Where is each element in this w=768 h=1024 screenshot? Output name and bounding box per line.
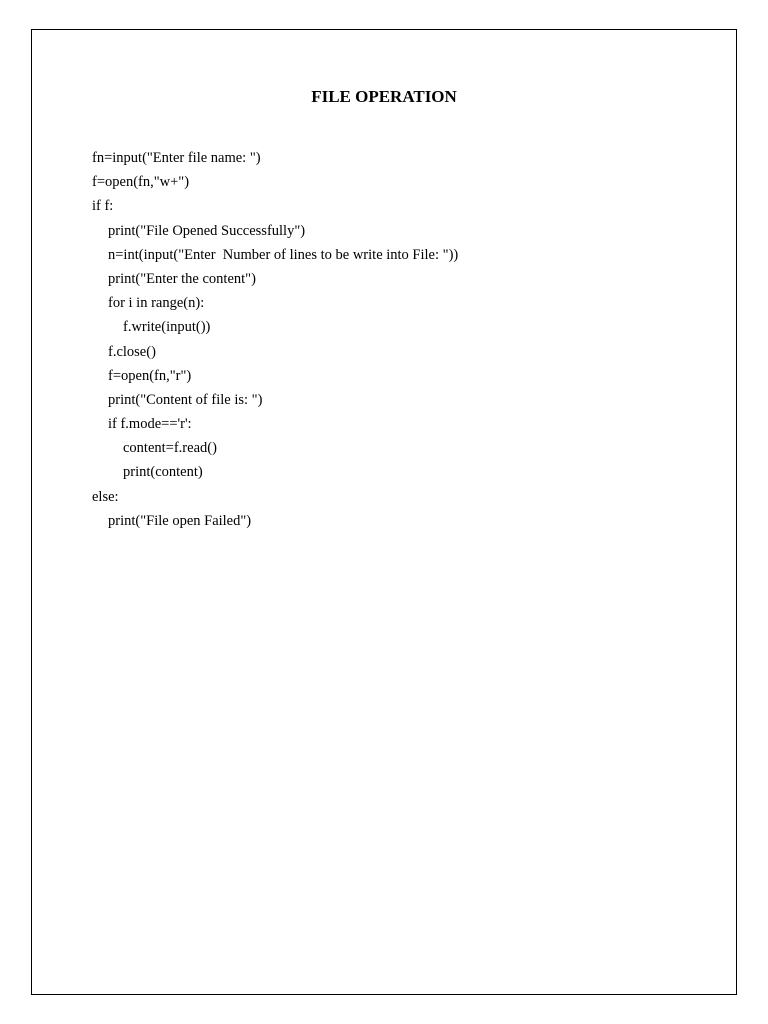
code-line: else: <box>92 488 119 505</box>
code-block <box>92 146 458 533</box>
code-line: fn=input("Enter file name: ") <box>92 150 261 166</box>
code-line: print("Content of file is: ") <box>108 391 263 408</box>
code-line: print("Enter the content") <box>108 270 256 287</box>
code-line: if f: <box>92 198 114 215</box>
code-line: f.close() <box>108 343 156 360</box>
code-line: content=f.read() <box>123 440 217 457</box>
code-line: n=int(input("Enter Number of lines to be write into File: ")) <box>108 246 459 263</box>
code-line: f=open(fn,"w+") <box>92 174 190 191</box>
code-line: f=open(fn,"r") <box>108 367 192 384</box>
code-line: print("File open Failed") <box>108 512 252 529</box>
code-line: if f.mode=='r': <box>108 416 192 433</box>
code-line: print("File Opened Successfully") <box>108 222 306 239</box>
code-line: f.write(input()) <box>123 319 211 336</box>
code-line: print(content) <box>123 464 203 481</box>
page-title: FILE OPERATION <box>311 87 457 106</box>
code-line: for i in range(n): <box>108 295 205 312</box>
